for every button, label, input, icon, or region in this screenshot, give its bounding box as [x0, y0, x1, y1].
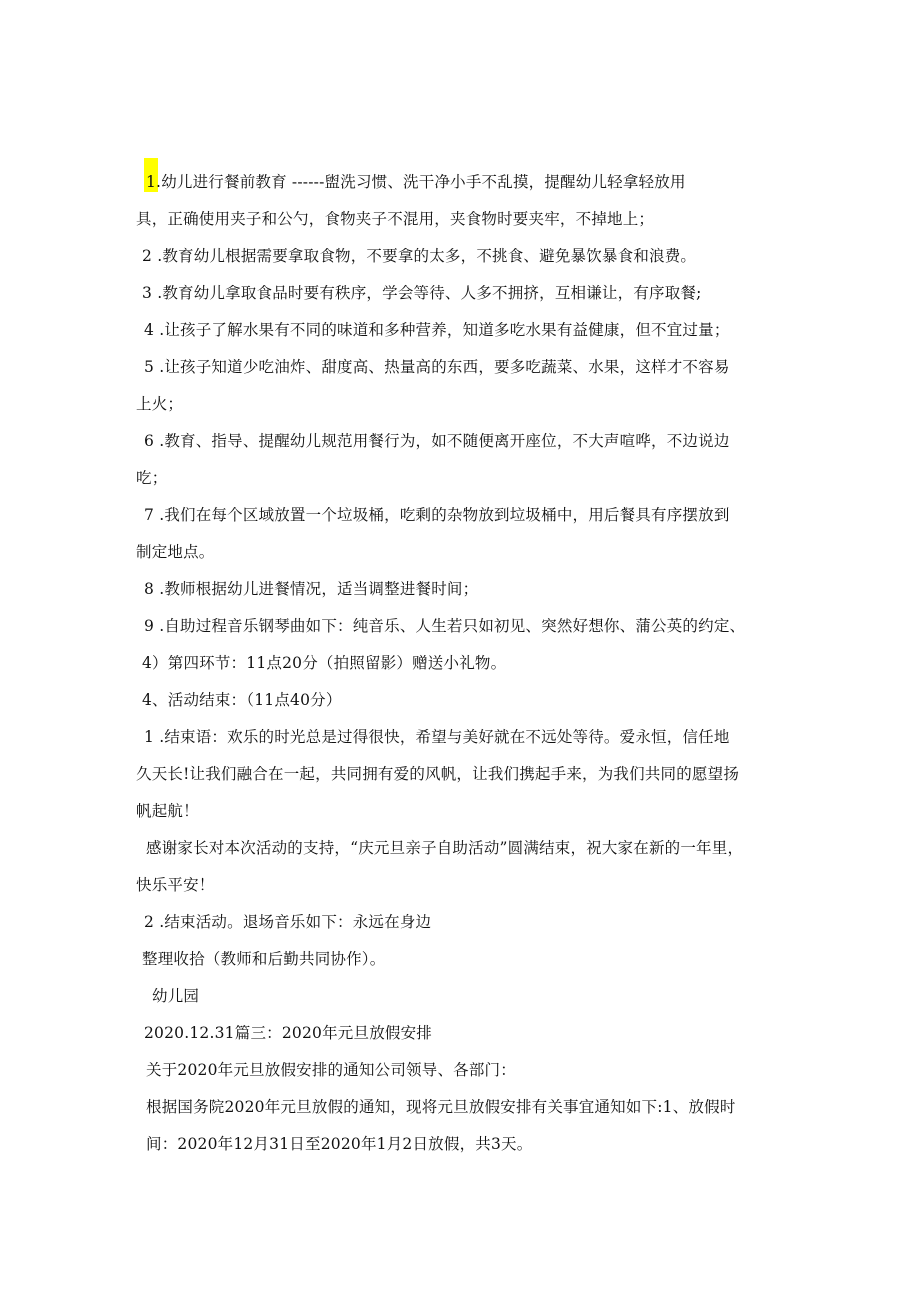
- paragraph-line-14: 4）第四环节：11点20分（拍照留影）赠送小礼物。: [142, 654, 507, 672]
- paragraph-line-5: 4 .让孩子了解水果有不同的味道和多种营养，知道多吃水果有益健康，但不宜过量；: [144, 321, 730, 339]
- paragraph-line-15: 4、活动结束：（11点40分）: [142, 691, 342, 709]
- paragraph-line-4: 3 .教育幼儿拿取食品时要有秩序，学会等待、人多不拥挤，互相谦让，有序取餐;: [142, 284, 702, 302]
- paragraph-line-26: 根据国务院2020年元旦放假的通知，现将元旦放假安排有关事宜通知如下:1、放假时: [146, 1098, 736, 1116]
- paragraph-line-20: 快乐平安！: [136, 876, 215, 894]
- paragraph-line-10: 7 .我们在每个区域放置一个垃圾桶，吃剩的杂物放到垃圾桶中，用后餐具有序摆放到: [144, 506, 730, 524]
- paragraph-line-25: 关于2020年元旦放假安排的通知公司领导、各部门：: [146, 1061, 516, 1079]
- paragraph-line-12: 8 .教师根据幼儿进餐情况，适当调整进餐时间；: [144, 580, 479, 598]
- paragraph-line-19: 感谢家长对本次活动的支持，“庆元旦亲子自助活动”圆满结束，祝大家在新的一年里，: [146, 839, 744, 857]
- paragraph-line-8: 6 .教育、指导、提醒幼儿规范用餐行为，如不随便离开座位，不大声喧哗，不边说边: [144, 432, 730, 450]
- paragraph-line-16: 1 .结束语：欢乐的时光总是过得很快，希望与美好就在不远处等待。爱永恒，信任地: [144, 728, 730, 746]
- paragraph-line-22: 整理收拾（教师和后勤共同协作）。: [142, 950, 386, 968]
- paragraph-line-21: 2 .结束活动。退场音乐如下：永远在身边: [144, 913, 432, 931]
- paragraph-line-11: 制定地点。: [136, 543, 215, 561]
- paragraph-line-23: 幼儿园: [152, 987, 200, 1005]
- paragraph-line-24: 2020.12.31篇三：2020年元旦放假安排: [144, 1024, 432, 1042]
- paragraph-line-18: 帆起航！: [136, 802, 199, 820]
- paragraph-line-17: 久天长!让我们融合在一起，共同拥有爱的风帆，让我们携起手来，为我们共同的愿望扬: [136, 765, 740, 783]
- paragraph-line-6: 5 .让孩子知道少吃油炸、甜度高、热量高的东西，要多吃蔬菜、水果，这样才不容易: [144, 358, 730, 376]
- paragraph-line-1: 1.幼儿进行餐前教育 ------盥洗习惯、洗干净小手不乱摸，提醒幼儿轻拿轻放用: [146, 173, 686, 191]
- paragraph-line-3: 2 .教育幼儿根据需要拿取食物，不要拿的太多，不挑食、避免暴饮暴食和浪费。: [142, 247, 697, 265]
- paragraph-line-9: 吃；: [136, 469, 168, 487]
- paragraph-line-27: 间：2020年12月31日至2020年1月2日放假，共3天。: [146, 1135, 533, 1153]
- paragraph-line-2: 具，正确使用夹子和公勺，食物夹子不混用，夹食物时要夹牢，不掉地上；: [136, 210, 655, 228]
- paragraph-line-7: 上火；: [136, 395, 184, 413]
- paragraph-line-13: 9 .自助过程音乐钢琴曲如下：纯音乐、人生若只如初见、突然好想你、蒲公英的约定、: [144, 617, 746, 635]
